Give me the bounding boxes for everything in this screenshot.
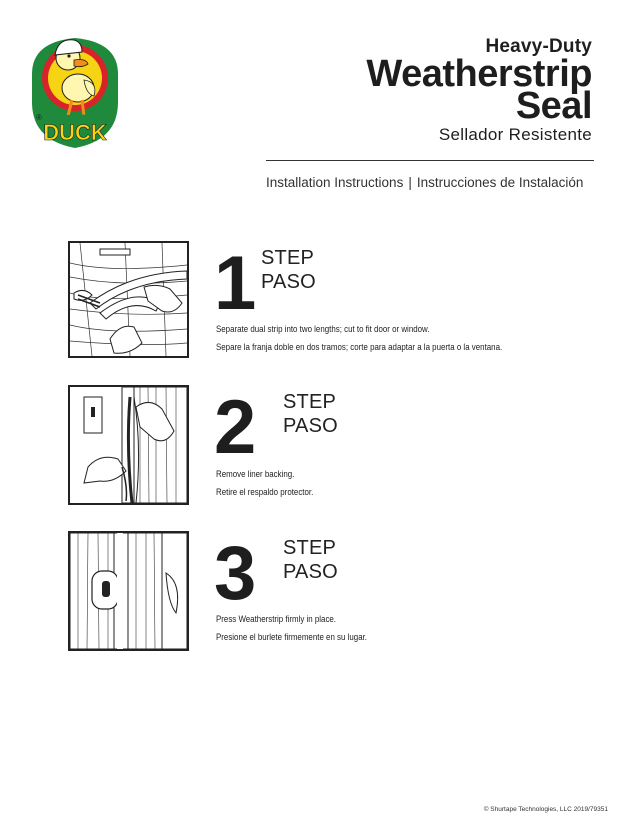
title-line-1: Weatherstrip: [366, 53, 592, 95]
step-3-text-es: Presione el burlete firmemente en su lugar.: [216, 632, 368, 642]
copyright-footer: © Shurtape Technologies, LLC 2019/79351: [483, 806, 608, 813]
instructions-english: Installation Instructions: [266, 175, 404, 190]
step-2-text-en: Remove liner backing.: [216, 469, 295, 479]
step-1-illustration: [68, 241, 189, 358]
product-title-block: [232, 36, 592, 146]
step-1-text-es: Separe la franja doble en dos tramos; corte para adaptar a la puerta o la ventana.: [216, 342, 503, 352]
step-3-label-en: STEP: [283, 537, 337, 559]
registered-mark: ®: [36, 113, 42, 122]
step-3-label-es: PASO: [283, 561, 338, 583]
instructions-spanish: Instrucciones de Instalación: [416, 175, 584, 190]
step-1-label-es: PASO: [261, 271, 316, 293]
step-3-number: 3: [214, 531, 257, 616]
step-2-number: 2: [214, 385, 257, 470]
title-spanish: Sellador Resistente: [438, 125, 592, 144]
step-2-label-en: STEP: [283, 391, 337, 413]
instructions-heading: [266, 174, 583, 192]
logo-wordmark: DUCK: [43, 120, 107, 145]
step-1-number: 1: [214, 241, 257, 326]
duck-brand-logo: [22, 22, 128, 152]
title-kicker: Heavy-Duty: [485, 36, 592, 57]
header-divider: [266, 160, 594, 161]
step-2-text-es: Retire el respaldo protector.: [216, 487, 314, 497]
step-3-text-en: Press Weatherstrip firmly in place.: [216, 614, 337, 624]
step-2-illustration: [68, 385, 189, 505]
step-1-text-en: Separate dual strip into two lengths; cut to fit door or window.: [216, 324, 430, 334]
title-line-2: Seal: [515, 85, 592, 127]
step-1-label-en: STEP: [261, 247, 315, 269]
instructions-separator: |: [408, 175, 412, 190]
step-2-label-es: PASO: [283, 415, 338, 437]
step-3-illustration: [68, 531, 189, 651]
